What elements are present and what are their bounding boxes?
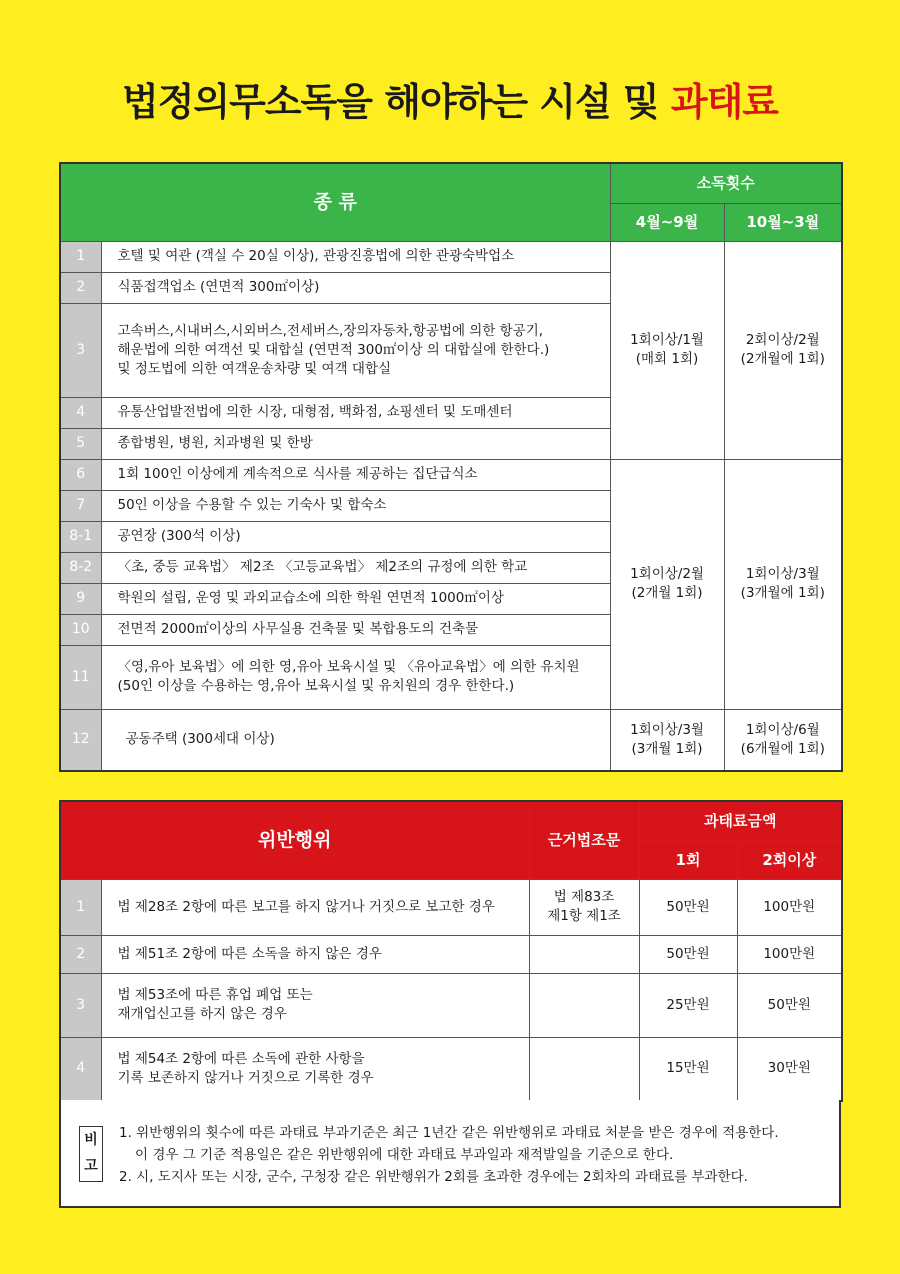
table-row: [60, 459, 842, 490]
repeat-offense-header: 2회이상: [737, 841, 842, 879]
freq-group2-winter: [724, 459, 842, 709]
facility-name: [101, 303, 610, 397]
law-article-empty: [529, 935, 639, 973]
text-line: 제1항 제1조: [547, 908, 621, 924]
text-line: (50인 이상을 수용하는 영,유아 보육시설 및 유치원의 경우 한한다.): [117, 678, 515, 694]
table-row: [60, 241, 842, 272]
freq-note: (3개월 1회): [631, 740, 703, 757]
row-number: 1: [60, 879, 101, 935]
text-line: 〈영,유아 보육법〉에 의한 영,유아 보육시설 및 〈유아교육법〉에 의한 유치원: [117, 659, 580, 675]
remark-line: 이 경우 그 기준 적용일은 같은 위반행위에 대한 과태료 부과일과 재적발일을 기준으로 한다.: [135, 1147, 674, 1163]
violation-text: [101, 1037, 529, 1101]
repeat-fine: 50만원: [737, 973, 842, 1037]
freq-note: (3개월에 1회): [740, 585, 825, 601]
violation-text: 법 제51조 2항에 따른 소독을 하지 않은 경우: [101, 935, 529, 973]
title-main: 법정의무소독을 해야하는 시설 및: [122, 80, 671, 124]
freq-group3-summer: [610, 709, 724, 771]
row-number: 3: [60, 973, 101, 1037]
remarks-label-char: 비: [84, 1132, 98, 1148]
table-row: [60, 709, 842, 771]
remarks-label-char: 고: [84, 1158, 98, 1174]
table-row: [60, 935, 842, 973]
remarks-section: [59, 1100, 841, 1208]
fine-amount-header: 과태료금액: [639, 801, 842, 841]
row-number: 5: [60, 428, 101, 459]
row-number: 10: [60, 614, 101, 645]
row-number: 9: [60, 583, 101, 614]
freq-value: 2회이상/2월: [745, 332, 820, 348]
facility-name: 종합병원, 병원, 치과병원 및 한방: [101, 428, 610, 459]
facility-name: 1회 100인 이상에게 계속적으로 식사를 제공하는 집단급식소: [101, 459, 610, 490]
facility-name: 공동주택 (300세대 이상): [101, 709, 610, 771]
row-number: 2: [60, 935, 101, 973]
law-header: 근거법조문: [529, 801, 639, 879]
row-number: 4: [60, 397, 101, 428]
table-row: [60, 973, 842, 1037]
facility-name: 유통산업발전법에 의한 시장, 대형점, 백화점, 쇼핑센터 및 도매센터: [101, 397, 610, 428]
text-line: 및 정도법에 의한 여객운송차량 및 여객 대합실: [117, 360, 392, 377]
freq-note: (매회 1회): [635, 351, 699, 367]
table-row: [60, 879, 842, 935]
freq-note: (2개월 1회): [631, 585, 703, 601]
first-offense-header: 1회: [639, 841, 737, 879]
facility-name: 공연장 (300석 이상): [101, 521, 610, 552]
text-line: 법 제83조: [553, 889, 615, 905]
facility-table: [59, 162, 843, 772]
summer-header: 4월~9월: [610, 203, 724, 241]
violation-text: 법 제28조 2항에 따른 보고를 하지 않거나 거짓으로 보고한 경우: [101, 879, 529, 935]
first-fine: 15만원: [639, 1037, 737, 1101]
facility-name: 전면적 2000㎡이상의 사무실용 건축물 및 복합용도의 건축물: [101, 614, 610, 645]
facility-name: 호텔 및 여관 (객실 수 20실 이상), 관광진흥법에 의한 관광숙박업소: [101, 241, 610, 272]
law-article-empty: [529, 973, 639, 1037]
row-number: 4: [60, 1037, 101, 1101]
text-line: 기록 보존하지 않거나 거짓으로 기록한 경우: [117, 1069, 374, 1086]
freq-group3-winter: [724, 709, 842, 771]
remark-line: 2. 시, 도지사 또는 시장, 군수, 구청장 같은 위반행위가 2회를 초과한 경우에는 2회차의 과태료를 부과한다.: [119, 1169, 748, 1185]
repeat-fine: 30만원: [737, 1037, 842, 1101]
freq-value: 1회이상/3월: [630, 721, 704, 738]
row-number: 12: [60, 709, 101, 771]
freq-value: 1회이상/1월: [630, 332, 704, 348]
disinfection-count-header: 소독횟수: [610, 163, 842, 203]
row-number: 2: [60, 272, 101, 303]
row-number: 6: [60, 459, 101, 490]
title-accent: 과태료: [670, 80, 778, 124]
text-line: 법 제53조에 따른 휴업 폐업 또는: [117, 987, 313, 1003]
facility-name: 〈초, 중등 교육법〉 제2조 〈고등교육법〉 제2조의 규정에 의한 학교: [101, 552, 610, 583]
freq-group1-winter: [724, 241, 842, 459]
freq-value: 1회이상/6월: [745, 721, 820, 738]
row-number: 8-2: [60, 552, 101, 583]
first-fine: 50만원: [639, 879, 737, 935]
law-article: [529, 879, 639, 935]
facility-name: 50인 이상을 수용할 수 있는 기숙사 및 합숙소: [101, 490, 610, 521]
violation-header: 위반행위: [60, 801, 529, 879]
facility-name: [101, 645, 610, 709]
repeat-fine: 100만원: [737, 935, 842, 973]
row-number: 3: [60, 303, 101, 397]
remarks-text: [119, 1122, 779, 1188]
row-number: 11: [60, 645, 101, 709]
freq-note: (6개월에 1회): [740, 740, 825, 757]
facility-name: 식품접객업소 (연면적 300㎡이상): [101, 272, 610, 303]
freq-value: 1회이상/3월: [745, 566, 820, 582]
row-number: 7: [60, 490, 101, 521]
law-article-empty: [529, 1037, 639, 1101]
freq-value: 1회이상/2월: [630, 566, 704, 582]
freq-note: (2개월에 1회): [740, 351, 825, 367]
facility-name: 학원의 설립, 운영 및 과외교습소에 의한 학원 연면적 1000㎡이상: [101, 583, 610, 614]
row-number: 8-1: [60, 521, 101, 552]
text-line: 법 제54조 2항에 따른 소독에 관한 사항을: [117, 1050, 365, 1067]
penalty-table: [59, 800, 843, 1102]
text-line: 해운법에 의한 여객선 및 대합실 (연면적 300㎡이상 의 대합실에 한한다.): [117, 341, 550, 358]
facility-type-header: 종 류: [60, 163, 610, 241]
freq-group1-summer: [610, 241, 724, 459]
first-fine: 25만원: [639, 973, 737, 1037]
text-line: 고속버스,시내버스,시외버스,전세버스,장의자동차,항공법에 의한 항공기,: [117, 322, 544, 339]
violation-text: [101, 973, 529, 1037]
repeat-fine: 100만원: [737, 879, 842, 935]
winter-header: 10월~3월: [724, 203, 842, 241]
remark-line: 1. 위반행위의 횟수에 따른 과태료 부과기준은 최근 1년간 같은 위반행위로 과태료 처분을 받은 경우에 적용한다.: [119, 1125, 779, 1141]
table-row: [60, 1037, 842, 1101]
text-line: 재개업신고를 하지 않은 경우: [117, 1006, 287, 1022]
page-title: [0, 72, 900, 132]
row-number: 1: [60, 241, 101, 272]
remarks-label: [79, 1126, 103, 1182]
first-fine: 50만원: [639, 935, 737, 973]
freq-group2-summer: [610, 459, 724, 709]
